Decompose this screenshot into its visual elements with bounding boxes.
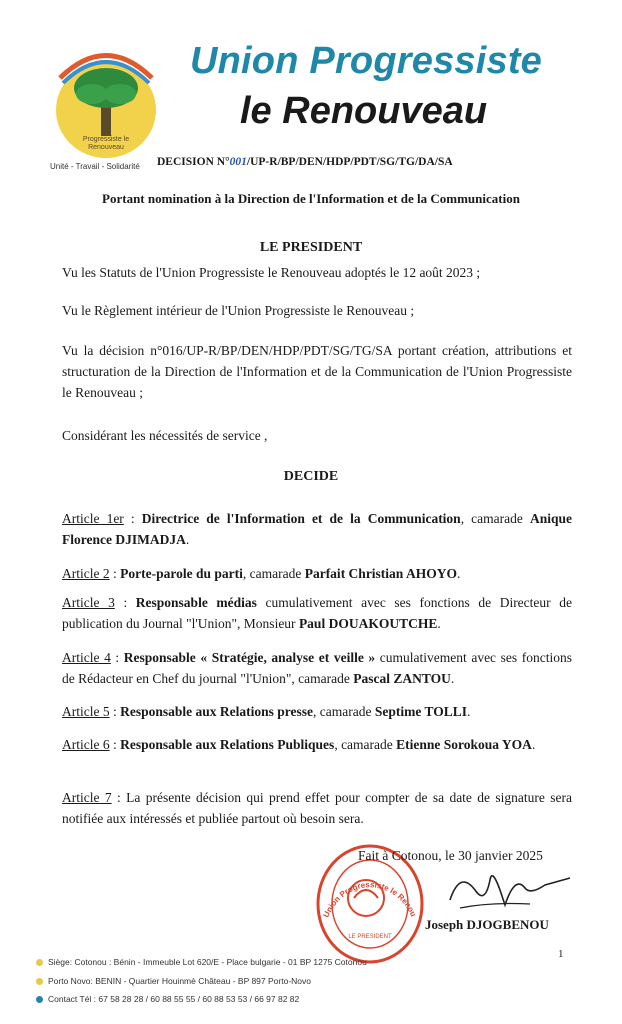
article-label: Article 6 [62, 737, 110, 752]
article-name: Septime TOLLI [374, 704, 468, 719]
footer-contact [36, 994, 299, 1004]
article-label: Article 4 [62, 650, 111, 665]
article-5: Article 5 : Responsable aux Relations presse, camarade Septime TOLLI. [62, 704, 471, 719]
article-name: Paul DOUAKOUTCHE [298, 616, 438, 631]
article-name: Parfait Christian AHOYO [304, 566, 457, 581]
article-role: Responsable « Stratégie, analyse et veille » [123, 650, 376, 665]
footer-seat-text: Siège: Cotonou : Bénin - Immeuble Lot 620/E - Place bulgarie - 01 BP 1275 Cotonou [48, 957, 367, 967]
article-role: Directrice de l'Information et de la Communication [141, 511, 461, 526]
footer-bullet-icon [36, 996, 43, 1003]
signer-name: Joseph DJOGBENOU [425, 917, 549, 932]
article-3: Article 3 : Responsable médias cumulativement avec ses fonctions de Directeur de publication du Journal "l'Union", Monsieur Paul DOUAKOUTCHE. [62, 595, 572, 631]
article-label: Article 7 [62, 790, 112, 805]
article-name: Anique Florence DJIMADJA [62, 511, 572, 547]
party-name-line2: le Renouveau [240, 90, 488, 132]
footer-bullet-icon [36, 978, 43, 985]
footer-contact-text: Contact Tél : 67 58 28 28 / 60 88 55 55 / 60 88 53 53 / 66 97 82 82 [48, 994, 300, 1004]
stamp-ring-text: Union Progressiste le Renou [321, 880, 419, 919]
article-role: Responsable aux Relations presse [120, 704, 314, 719]
handwritten-signature [430, 860, 580, 920]
consideration-decision: Vu la décision n°016/UP-R/BP/DEN/HDP/PDT/SG/TG/SA portant création, attributions et structuration de la Direction de l'Information et de la Communication de l'Union Progressiste le Renouveau ; [62, 343, 572, 400]
consideration-reglement: Vu le Règlement intérieur de l'Union Progressiste le Renouveau ; [62, 303, 415, 318]
page-number: 1 [558, 948, 564, 960]
footer-porto [36, 976, 311, 986]
consideration-service: Considérant les nécessités de service , [62, 428, 268, 443]
article-role: Responsable médias [135, 595, 257, 610]
decision-number: 001 [229, 156, 247, 168]
article-name: Pascal ZANTOU [353, 671, 451, 686]
place-and-date: Fait à Cotonou, le 30 janvier 2025 [358, 848, 543, 863]
article-label: Article 5 [62, 704, 110, 719]
decision-suffix: /UP-R/BP/DEN/HDP/PDT/SG/TG/DA/SA [246, 156, 453, 168]
party-motto: Unité - Travail - Solidarité [50, 162, 140, 171]
decision-subject: Portant nomination à la Direction de l'Information et de la Communication [102, 191, 520, 206]
article-label: Article 3 [62, 595, 115, 610]
consideration-statutes: Vu les Statuts de l'Union Progressiste le Renouveau adoptés le 12 août 2023 ; [62, 265, 481, 280]
article-6: Article 6 : Responsable aux Relations Publiques, camarade Etienne Sorokoua YOA. [62, 737, 536, 752]
party-name-line1: Union Progressiste [190, 40, 543, 82]
footer-porto-text: Porto Novo: BENIN - Quartier Houinmè Château - BP 897 Porto-Novo [48, 976, 311, 986]
footer-bullet-icon [36, 959, 43, 966]
stamp-center-text: LE PRESIDENT [348, 934, 392, 940]
decision-reference [157, 156, 453, 168]
article-label: Article 1er [62, 511, 124, 526]
footer-seat [36, 957, 367, 967]
authority-heading: LE PRESIDENT [259, 240, 363, 255]
article-1: Article 1er : Directrice de l'Information et de la Communication, camarade Anique Florence DJIMADJA. [62, 511, 572, 547]
logo-caption: Progressiste le Renouveau [82, 136, 130, 151]
decide-heading: DECIDE [283, 469, 339, 484]
party-logo [52, 38, 160, 163]
article-role: Responsable aux Relations Publiques [120, 737, 335, 752]
decision-prefix: DECISION N° [157, 156, 230, 168]
article-label: Article 2 [62, 566, 110, 581]
article-2: Article 2 : Porte-parole du parti, camarade Parfait Christian AHOYO. [62, 566, 461, 581]
article-7: Article 7 : La présente décision qui prend effet pour compter de sa date de signature sera notifiée aux intéressés et publiée partout où besoin sera. [62, 790, 572, 826]
article-name: Etienne Sorokoua YOA [396, 737, 532, 752]
article-role: Porte-parole du parti [120, 566, 243, 581]
article-4: Article 4 : Responsable « Stratégie, analyse et veille » cumulativement avec ses fonctions de Rédacteur en Chef du journal "l'Union", camarade Pascal ZANTOU. [62, 650, 572, 686]
